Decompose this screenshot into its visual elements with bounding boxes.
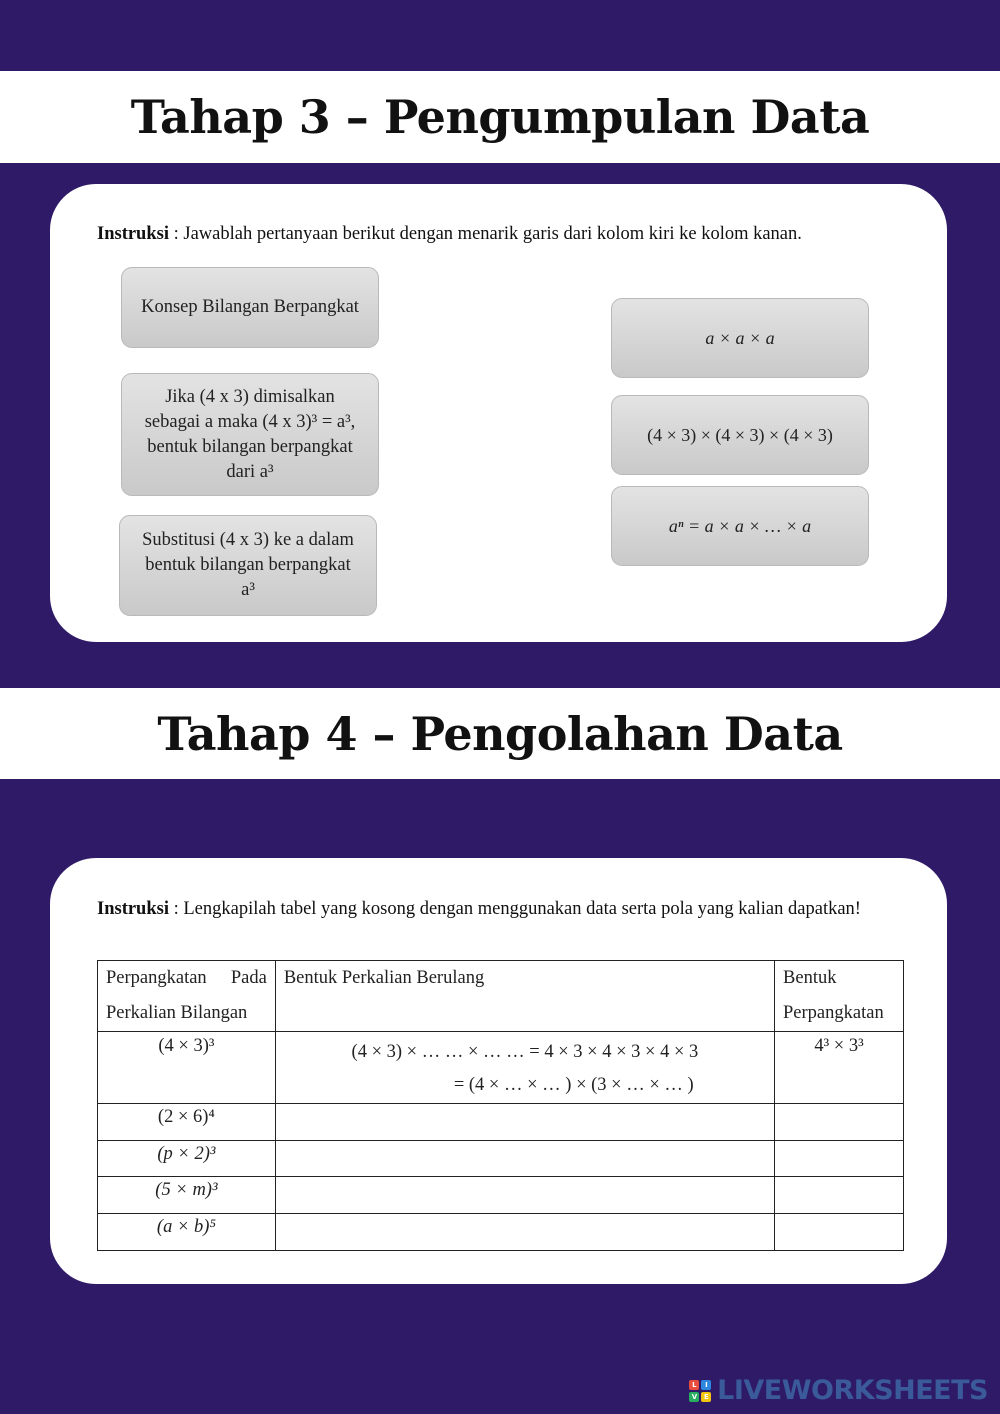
stage3-title: Tahap 3 – Pengumpulan Data	[130, 90, 870, 144]
left-box-label: Jika (4 x 3) dimisalkan sebagai a maka (4 x 3)³ = a³, bentuk bilangan berpangkat dari a³	[144, 386, 356, 482]
right-box-a-power-n[interactable]	[611, 486, 869, 566]
instruction-text: : Lengkapilah tabel yang kosong dengan menggunakan data serta pola yang kalian dapatkan!	[168, 899, 861, 919]
cell-power: (p × 2)³	[98, 1141, 276, 1177]
cell-power: (5 × m)³	[98, 1177, 276, 1214]
cell-repeated-input[interactable]	[275, 1214, 774, 1251]
instruction-label: Instruksi	[97, 224, 169, 244]
stage3-header-band	[0, 71, 1000, 163]
cell-repeated-input[interactable]	[275, 1104, 774, 1141]
cell-result: 4³ × 3³	[775, 1032, 904, 1104]
stage4-title: Tahap 4 – Pengolahan Data	[157, 706, 843, 761]
left-box-concept[interactable]	[121, 267, 379, 348]
cell-power: (a × b)⁵	[98, 1214, 276, 1251]
cell-power: (4 × 3)³	[98, 1032, 276, 1104]
cell-repeated-input[interactable]	[275, 1141, 774, 1177]
brand-name: LIVEWORKSHEETS	[717, 1375, 988, 1406]
left-box-label: Konsep Bilangan Berpangkat	[141, 297, 359, 317]
cell-result-input[interactable]	[775, 1177, 904, 1214]
logo-tile: V	[689, 1392, 699, 1402]
cell-repeated-input[interactable]	[275, 1177, 774, 1214]
table-row	[98, 1032, 904, 1104]
cell-result-input[interactable]	[775, 1104, 904, 1141]
right-box-label: a × a × a	[705, 327, 775, 348]
table-row	[98, 1141, 904, 1177]
left-box-substitute[interactable]	[119, 515, 377, 616]
table-row	[98, 1104, 904, 1141]
header-repeated: Bentuk Perkalian Berulang	[275, 961, 774, 1032]
header-power: Perpangkatan Pada Perkalian Bilangan	[98, 961, 276, 1032]
header-result: Bentuk Perpangkatan	[775, 961, 904, 1032]
liveworksheets-brand[interactable]	[689, 1375, 988, 1406]
logo-tile: E	[701, 1392, 711, 1402]
table-row	[98, 1214, 904, 1251]
data-table	[97, 960, 904, 1251]
left-box-label: Substitusi (4 x 3) ke a dalam bentuk bilangan berpangkat a³	[142, 530, 354, 600]
stage4-header-band	[0, 688, 1000, 779]
cell-result-input[interactable]	[775, 1141, 904, 1177]
right-box-label: aⁿ = a × a × … × a	[668, 515, 812, 536]
table-header-row	[98, 961, 904, 1032]
cell-power: (2 × 6)⁴	[98, 1104, 276, 1141]
cell-result-input[interactable]	[775, 1214, 904, 1251]
stage3-instruction	[97, 222, 917, 247]
instruction-text: : Jawablah pertanyaan berikut dengan menarik garis dari kolom kiri ke kolom kanan.	[168, 224, 802, 244]
repeated-line-1: (4 × 3) × … … × … … = 4 × 3 × 4 × 3 × 4 × 3	[351, 1042, 699, 1062]
right-box-label: (4 × 3) × (4 × 3) × (4 × 3)	[647, 424, 833, 445]
logo-tile: I	[701, 1380, 711, 1390]
left-box-substitution-statement[interactable]	[121, 373, 379, 496]
logo-tile: L	[689, 1380, 699, 1390]
cell-repeated[interactable]	[275, 1032, 774, 1104]
right-box-a-cubed[interactable]	[611, 298, 869, 378]
right-box-4x3-repeated[interactable]	[611, 395, 869, 475]
stage4-card	[50, 858, 947, 1284]
table-row	[98, 1177, 904, 1214]
stage3-card	[50, 184, 947, 642]
repeated-line-2: = (4 × … × … ) × (3 × … × … )	[453, 1075, 694, 1095]
instruction-label: Instruksi	[97, 899, 169, 919]
stage4-instruction	[97, 897, 867, 922]
liveworksheets-logo-icon	[689, 1380, 711, 1402]
